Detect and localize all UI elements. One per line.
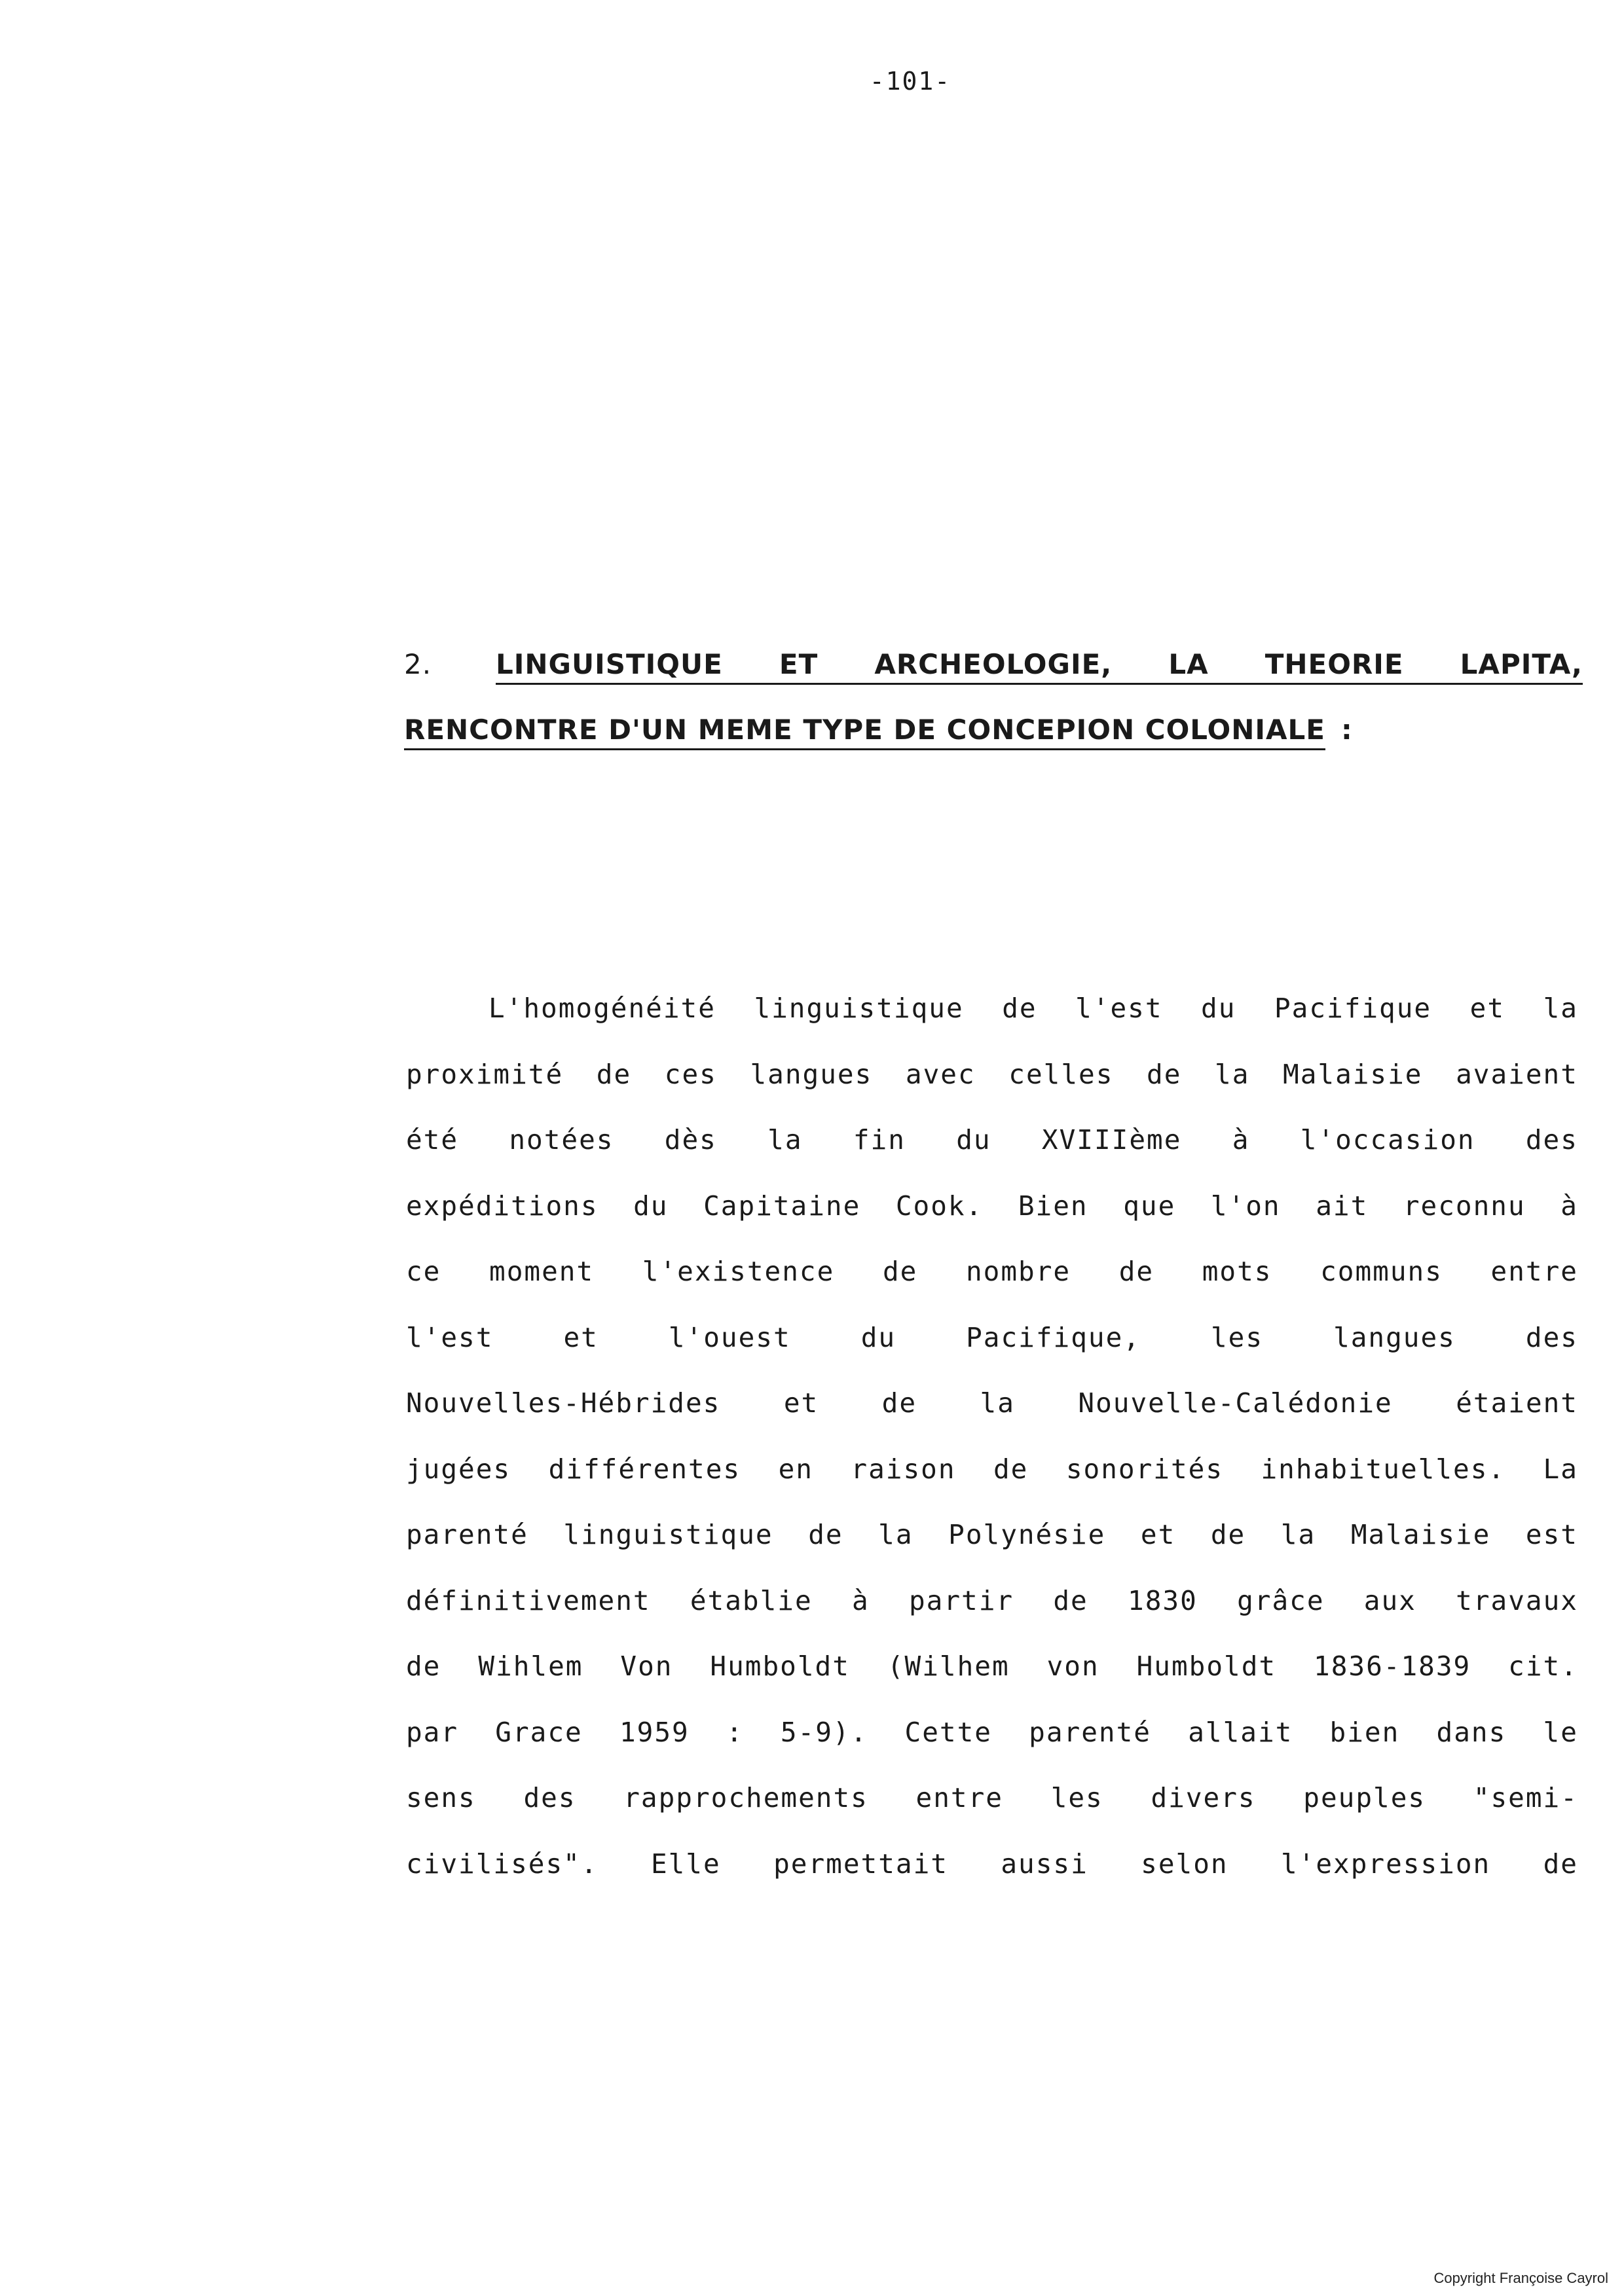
text-line	[406, 1107, 1578, 1173]
text-line	[406, 1568, 1578, 1634]
text-word: Bien	[1018, 1190, 1088, 1222]
text-word: l'est	[406, 1321, 494, 1353]
text-word: Humboldt	[710, 1650, 850, 1682]
text-word: ce	[406, 1256, 441, 1287]
text-line	[406, 1042, 1578, 1108]
text-word: peuples	[1303, 1782, 1426, 1813]
text-word: Cook.	[895, 1190, 984, 1222]
text-word: de	[1118, 1256, 1154, 1287]
text-word: mots	[1202, 1256, 1272, 1287]
text-word: :	[726, 1716, 744, 1748]
text-word: civilisés".	[406, 1848, 599, 1880]
text-word: établie	[690, 1584, 813, 1616]
text-word: de	[1002, 993, 1037, 1024]
text-word: "semi-	[1473, 1782, 1578, 1813]
text-line	[406, 1436, 1578, 1503]
text-word: aux	[1363, 1584, 1416, 1616]
text-word: linguistique	[563, 1519, 773, 1550]
text-word: de	[1053, 1584, 1088, 1616]
text-word: les	[1050, 1782, 1103, 1813]
text-word: définitivement	[406, 1584, 651, 1616]
text-word: nombre	[965, 1256, 1071, 1287]
text-word: Von	[620, 1650, 673, 1682]
text-word: du	[1201, 993, 1236, 1024]
text-line	[406, 1700, 1578, 1766]
text-word: Humboldt	[1136, 1650, 1277, 1682]
text-word: avaient	[1456, 1058, 1578, 1090]
text-word: de	[1543, 1848, 1578, 1880]
text-word: Pacifique,	[966, 1321, 1141, 1353]
text-word: à	[851, 1584, 870, 1616]
heading-line-2	[404, 714, 1583, 779]
text-word: moment	[489, 1256, 595, 1287]
section-heading	[404, 648, 1583, 779]
text-word: rapprochements	[623, 1782, 868, 1813]
text-line	[406, 975, 1578, 1042]
text-word: permettait	[773, 1848, 948, 1880]
text-word: Malaisie	[1350, 1519, 1491, 1550]
text-word: et	[783, 1387, 819, 1419]
text-word: l'est	[1075, 993, 1163, 1024]
text-word: du	[956, 1124, 991, 1156]
text-word: la	[1280, 1519, 1316, 1550]
text-word: linguistique	[754, 993, 964, 1024]
text-word: parenté	[406, 1519, 528, 1550]
text-word: La	[1543, 1453, 1578, 1485]
text-word: du	[633, 1190, 669, 1222]
text-word: Cette	[904, 1716, 992, 1748]
heading-word: ARCHEOLOGIE,	[874, 648, 1113, 680]
text-word: celles	[1008, 1058, 1114, 1090]
text-line	[406, 1831, 1578, 1897]
text-word: l'expression	[1281, 1848, 1491, 1880]
text-word: des	[1525, 1321, 1578, 1353]
text-line	[406, 1173, 1578, 1239]
text-word: de	[881, 1387, 917, 1419]
text-word: Capitaine	[703, 1190, 861, 1222]
text-word: bien	[1329, 1716, 1400, 1748]
text-word: expéditions	[406, 1190, 599, 1222]
text-word: dès	[664, 1124, 717, 1156]
text-line	[406, 1502, 1578, 1568]
text-word: cit.	[1508, 1650, 1578, 1682]
text-word: la	[1215, 1058, 1250, 1090]
text-word: les	[1210, 1321, 1264, 1353]
heading-title-line-1	[496, 648, 1583, 685]
text-word: étaient	[1456, 1387, 1578, 1419]
heading-colon: :	[1341, 714, 1353, 746]
text-line	[406, 1765, 1578, 1831]
text-word: la	[878, 1519, 913, 1550]
text-word: langues	[750, 1058, 873, 1090]
text-word: la	[767, 1124, 803, 1156]
text-line	[406, 1239, 1578, 1305]
text-word: ces	[664, 1058, 717, 1090]
text-word: L'homogénéité	[489, 993, 716, 1024]
text-word: 5-9).	[780, 1716, 868, 1748]
text-word: de	[596, 1058, 632, 1090]
text-word: de	[993, 1453, 1029, 1485]
text-word: de	[882, 1256, 918, 1287]
text-word: de	[1210, 1519, 1246, 1550]
text-word: selon	[1141, 1848, 1228, 1880]
text-word: Grace	[495, 1716, 583, 1748]
text-word: de	[808, 1519, 843, 1550]
text-word: sonorités	[1065, 1453, 1224, 1485]
text-word: l'on	[1210, 1190, 1281, 1222]
text-word: raison	[851, 1453, 956, 1485]
heading-word: LINGUISTIQUE	[496, 648, 723, 680]
text-word: de	[406, 1650, 441, 1682]
text-word: des	[1525, 1124, 1578, 1156]
text-word: entre	[1490, 1256, 1578, 1287]
copyright-notice: Copyright Françoise Cayrol	[1433, 2270, 1608, 2286]
heading-word: THEORIE	[1264, 648, 1404, 680]
text-word: et	[563, 1321, 599, 1353]
text-word: von	[1046, 1650, 1099, 1682]
text-word: parenté	[1029, 1716, 1151, 1748]
text-word: Nouvelles-Hébrides	[406, 1387, 721, 1419]
page-number: -101-	[869, 67, 951, 96]
text-word: des	[523, 1782, 576, 1813]
text-word: le	[1543, 1716, 1578, 1748]
text-word: à	[1232, 1124, 1250, 1156]
text-word: en	[778, 1453, 813, 1485]
text-word: entre	[915, 1782, 1003, 1813]
text-word: travaux	[1456, 1584, 1578, 1616]
text-word: de	[1147, 1058, 1182, 1090]
text-word: Polynésie	[948, 1519, 1106, 1550]
text-word: reconnu	[1403, 1190, 1526, 1222]
text-word: sens	[406, 1782, 476, 1813]
text-word: communs	[1320, 1256, 1443, 1287]
text-word: langues	[1333, 1321, 1456, 1353]
text-word: dans	[1436, 1716, 1507, 1748]
text-word: et	[1140, 1519, 1176, 1550]
text-word: fin	[853, 1124, 906, 1156]
text-word: (Wilhem	[887, 1650, 1010, 1682]
text-word: Pacifique	[1274, 993, 1432, 1024]
text-word: l'existence	[642, 1256, 835, 1287]
text-word: divers	[1151, 1782, 1256, 1813]
text-word: jugées	[406, 1453, 511, 1485]
text-word: allait	[1188, 1716, 1293, 1748]
text-word: 1830	[1128, 1584, 1198, 1616]
text-word: ait	[1316, 1190, 1369, 1222]
text-line	[406, 1633, 1578, 1700]
text-line	[406, 1305, 1578, 1371]
text-word: partir	[908, 1584, 1014, 1616]
text-word: et	[1469, 993, 1505, 1024]
text-word: Elle	[650, 1848, 721, 1880]
text-word: par	[406, 1716, 459, 1748]
heading-title-line-2: RENCONTRE D'UN MEME TYPE DE CONCEPION COLONIALE	[404, 714, 1325, 750]
text-word: proximité	[406, 1058, 564, 1090]
text-word: grâce	[1237, 1584, 1325, 1616]
text-word: l'ouest	[668, 1321, 791, 1353]
text-word: XVIIIème	[1041, 1124, 1182, 1156]
text-word: du	[860, 1321, 896, 1353]
text-word: été	[406, 1124, 459, 1156]
text-word: la	[980, 1387, 1015, 1419]
heading-word: LAPITA,	[1460, 648, 1583, 680]
heading-word: LA	[1168, 648, 1209, 680]
text-word: l'occasion	[1300, 1124, 1475, 1156]
text-word: est	[1525, 1519, 1578, 1550]
text-word: que	[1123, 1190, 1176, 1222]
text-word: Malaisie	[1283, 1058, 1423, 1090]
text-word: avec	[905, 1058, 976, 1090]
heading-word: ET	[779, 648, 819, 680]
text-word: inhabituelles.	[1261, 1453, 1506, 1485]
text-word: notées	[509, 1124, 614, 1156]
text-word: 1836-1839	[1314, 1650, 1471, 1682]
text-word: Wihlem	[478, 1650, 583, 1682]
section-number: 2.	[404, 648, 432, 680]
text-line	[406, 1370, 1578, 1436]
text-word: différentes	[548, 1453, 741, 1485]
text-word: la	[1543, 993, 1578, 1024]
heading-line-1	[404, 648, 1583, 714]
text-word: Nouvelle-Calédonie	[1078, 1387, 1393, 1419]
body-paragraph	[406, 975, 1578, 1897]
text-word: aussi	[1001, 1848, 1088, 1880]
text-word: 1959	[619, 1716, 690, 1748]
text-word: à	[1560, 1190, 1578, 1222]
